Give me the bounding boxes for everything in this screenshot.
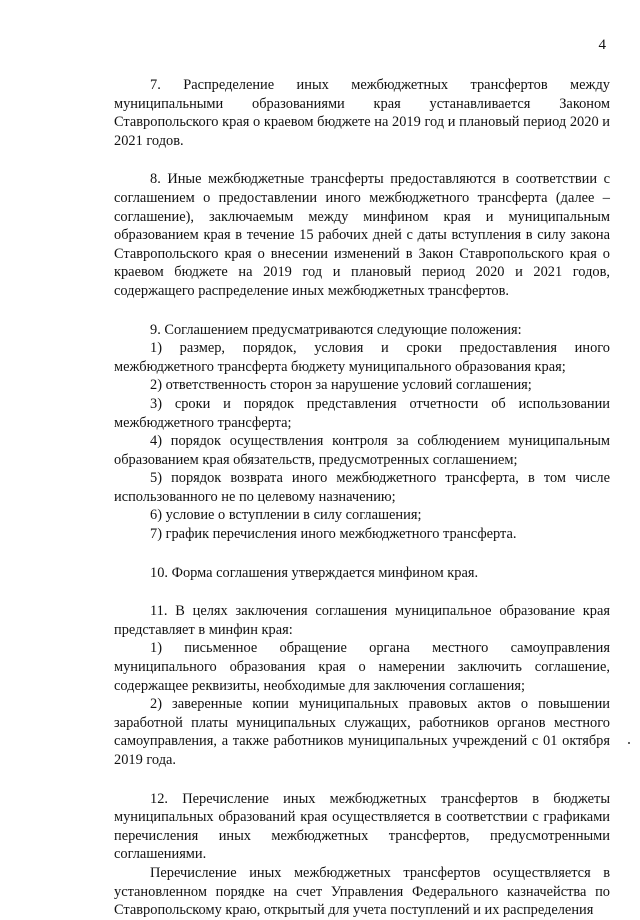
list-item-9-2: 2) ответственность сторон за нарушение условий соглашения; — [150, 377, 532, 394]
paragraph-7: 7. Распределение иных межбюджетных трансфертов между муниципальными образованиями края устанавливается Законом Ставропольского края о краевом бюджете на 2019 год и плановый период 2020 и 2021 годов. — [114, 77, 610, 149]
paragraph-12-continuation: Перечисление иных межбюджетных трансфертов осуществляется в установленном порядке на счет Управления Федерального казначейства по Ставропольскому краю, открытый для учета поступлений и их распределения — [114, 864, 610, 919]
margin-dot — [628, 742, 630, 744]
paragraph-10: 10. Форма соглашения утверждается минфином края. — [150, 564, 479, 581]
document-body — [114, 76, 610, 920]
list-item-9-1: 1) размер, порядок, условия и сроки предоставления иного межбюджетного трансферта бюджету муниципального образования края; — [114, 340, 610, 375]
list-item-9-6: 6) условие о вступлении в силу соглашения; — [150, 507, 422, 524]
list-item-9-4: 4) порядок осуществления контроля за соблюдением муниципальным образованием края обязательств, предусмотренных соглашением; — [114, 433, 610, 468]
paragraph-8: 8. Иные межбюджетные трансферты предоставляются в соответствии с соглашением о предоставлении иного межбюджетного трансферта (далее – соглашение), заключаемым между минфином края и муниципальным образованием края в течение 15 рабочих дней с даты вступления в силу закона Ставропольского края о внесении изменений в Закон Ставропольского края о краевом бюджете на 2019 год и плановый период 2020 и 2021 годов, содержащего распределение иных межбюджетных трансфертов. — [114, 171, 610, 299]
paragraph-11-intro: 11. В целях заключения соглашения муниципальное образование края представляет в минфин края: — [114, 603, 610, 638]
paragraph-9-intro: 9. Соглашением предусматриваются следующие положения: — [150, 321, 522, 338]
list-item-11-2: 2) заверенные копии муниципальных правовых актов о повышении заработной платы муниципальных служащих, работников органов местного самоуправления, а также работников муниципальных учреждений с 01 октября 2019 года. — [114, 696, 610, 768]
page-number: 4 — [598, 37, 606, 53]
list-item-9-3: 3) сроки и порядок представления отчетности об использовании межбюджетного трансферта; — [114, 395, 610, 431]
list-item-11-1: 1) письменное обращение органа местного самоуправления муниципального образования края о намерении заключить соглашение, содержащее реквизиты, необходимые для заключения соглашения; — [114, 640, 610, 694]
list-item-9-7: 7) график перечисления иного межбюджетного трансферта. — [150, 526, 517, 543]
list-item-9-5: 5) порядок возврата иного межбюджетного трансферта, в том числе использованного не по целевому назначению; — [114, 470, 610, 505]
paragraph-12: 12. Перечисление иных межбюджетных трансфертов в бюджеты муниципальных образований края осуществляется в соответствии с графиками перечисления иных межбюджетных трансфертов, предусмотренными соглашениями. — [114, 790, 610, 863]
